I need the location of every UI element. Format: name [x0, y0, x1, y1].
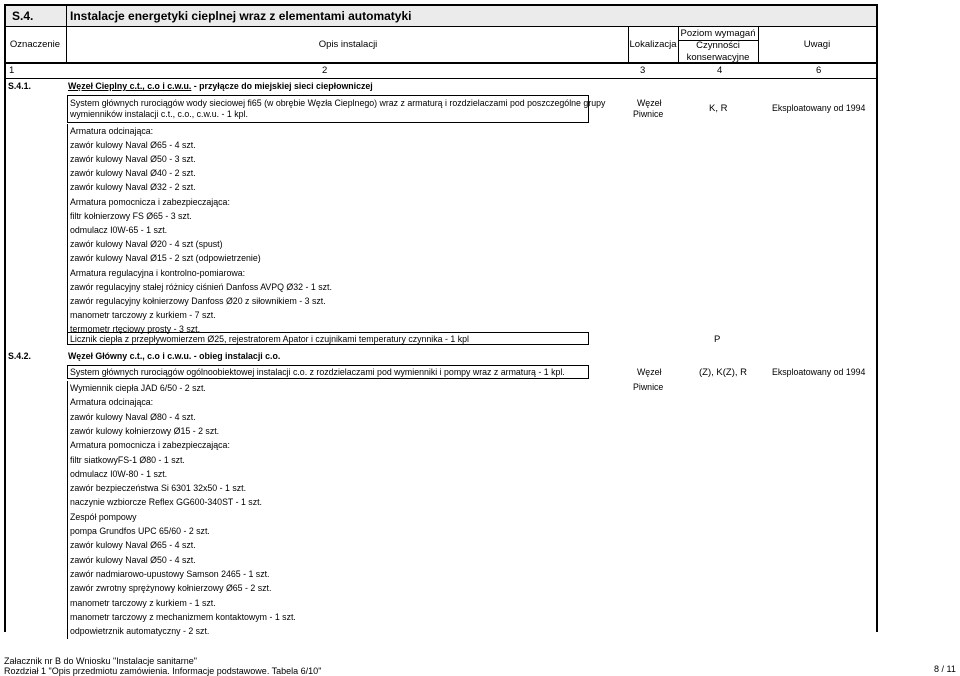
s41-list-item: zawór kulowy Naval Ø20 - 4 szt (spust) [70, 239, 223, 250]
s42-list-item: zawór kulowy kołnierzowy Ø15 - 2 szt. [70, 425, 220, 436]
s42-list-item: zawór bezpieczeństwa Si 6301 32x50 - 1 szt. [70, 483, 247, 494]
s42-list-item: naczynie wzbiorcze Reflex GG600-340ST - 1 szt. [70, 497, 262, 508]
s42-list-item: zawór nadmiarowo-upustowy Samson 2465 - 1 szt. [70, 568, 270, 579]
s42-list-item: Zespół pompowy [70, 511, 137, 522]
header-oznaczenie: Oznaczenie [9, 39, 61, 50]
s41-notes: Eksploatowany od 1994 [772, 103, 866, 113]
section-title: Instalacje energetyki cieplnej wraz z elementami automatyki [70, 9, 412, 23]
footer-page: 8 / 11 [934, 664, 956, 674]
header-poziom: Poziom wymagań [680, 28, 756, 39]
s41-list-item: Armatura pomocnicza i zabezpieczająca: [70, 196, 230, 207]
colnum-5: 6 [816, 65, 822, 76]
section-title-row [4, 4, 878, 26]
s41-level: K, R [709, 103, 728, 114]
s41-list-item: Armatura odcinająca: [70, 125, 154, 136]
s42-location-2: Piwnice [633, 382, 664, 392]
s42-location: Węzeł [637, 367, 662, 377]
s41-location-2: Piwnice [633, 109, 664, 119]
s41-desc-line1: System głównych rurociągów wody sieciowej fi65 (w obrębie Węzła Cieplnego) wraz z armaturą i rozdzielaczami pod poszczególne grupy [70, 98, 606, 108]
s41-list-item: manometr tarczowy z kurkiem - 7 szt. [70, 310, 216, 321]
colnum-2: 2 [322, 65, 328, 76]
section-number: S.4. [12, 9, 34, 23]
s42-list-item: zawór kulowy Naval Ø65 - 4 szt. [70, 540, 196, 551]
table-body [4, 78, 878, 637]
s42-list-item: odmulacz I0W-80 - 1 szt. [70, 468, 168, 479]
s42-title: Węzeł Główny c.t., c.o i c.w.u. - obieg instalacji c.o. [68, 351, 281, 361]
s42-list-item: Wymiennik ciepła JAD 6/50 - 2 szt. [70, 383, 206, 393]
s41-list-item: termometr rtęciowy prosty - 3 szt. [70, 324, 201, 335]
s41-meter-level: P [714, 334, 721, 345]
s41-list-item: zawór kulowy Naval Ø65 - 4 szt. [70, 139, 196, 150]
s42-list-item: zawór kulowy Naval Ø80 - 4 szt. [70, 411, 196, 422]
s41-list-item: Armatura regulacyjna i kontrolno-pomiarowa: [70, 267, 246, 278]
header-opis: Opis instalacji [318, 39, 378, 50]
s42-list-item: filtr siatkowyFS-1 Ø80 - 1 szt. [70, 454, 185, 465]
s42-list-item: odpowietrznik automatyczny - 2 szt. [70, 626, 210, 637]
s42-notes: Eksploatowany od 1994 [772, 367, 866, 377]
footer-line1: Załacznik nr B do Wniosku "Instalacje sanitarne" [4, 656, 197, 666]
s42-list-item: Armatura odcinająca: [70, 397, 154, 408]
s41-meter: Licznik ciepła z przepływomierzem Ø25, rejestratorem Apator i czujnikami temperatury czynnika - 1 kpl [70, 334, 469, 344]
colnum-4: 4 [717, 65, 723, 76]
s41-title-main: Węzeł Cieplny c.t., c.o i c.w.u. [68, 81, 192, 91]
s42-item-box [67, 510, 589, 525]
s42-desc: System głównych rurociągów ogólnoobiektowej instalacji c.o. z rozdzielaczami pod wymienniki i pompy wraz z armaturą - 1 kpl. [70, 367, 565, 377]
s42-list-item: Armatura pomocnicza i zabezpieczająca: [70, 440, 230, 451]
header-lokalizacja: Lokalizacja [629, 39, 677, 50]
column-number-row [4, 64, 878, 78]
s41-desc-line2: wymienników instalacji c.t., c.o., c.w.u. - 1 kpl. [70, 109, 248, 119]
table-sheet [4, 4, 878, 637]
s42-list-item: manometr tarczowy z mechanizmem kontaktowym - 1 szt. [70, 611, 296, 622]
colnum-3: 3 [640, 65, 646, 76]
s41-title [68, 81, 373, 91]
s41-list-item: odmulacz I0W-65 - 1 szt. [70, 224, 168, 235]
s41-list-item: zawór regulacyjny stałej różnicy ciśnień Danfoss AVPQ Ø32 - 1 szt. [70, 281, 332, 292]
s42-list-item: manometr tarczowy z kurkiem - 1 szt. [70, 597, 216, 608]
s41-list-item: zawór kulowy Naval Ø32 - 2 szt. [70, 182, 196, 193]
s41-list-item: zawór kulowy Naval Ø50 - 3 szt. [70, 153, 196, 164]
s42-level: (Z), K(Z), R [699, 367, 748, 378]
header-czynnosci: Czynności konserwacyjne [686, 40, 750, 63]
s41-title-suffix: - przyłącze do miejskiej sieci ciepłowniczej [191, 81, 373, 91]
s42-list-item: zawór kulowy Naval Ø50 - 4 szt. [70, 554, 196, 565]
s42-list-item: pompa Grundfos UPC 65/60 - 2 szt. [70, 526, 210, 536]
s42-list-item: zawór zwrotny sprężynowy kołnierzowy Ø65 - 2 szt. [70, 583, 272, 594]
header-uwagi: Uwagi [803, 39, 831, 50]
s41-location: Węzeł [637, 98, 662, 108]
title-divider [66, 6, 67, 26]
table-header [4, 26, 878, 64]
s41-list-item: filtr kołnierzowy FS Ø65 - 3 szt. [70, 210, 192, 221]
s41-code: S.4.1. [8, 81, 31, 91]
s41-list-item: zawór kulowy Naval Ø15 - 2 szt (odpowietrzenie) [70, 253, 261, 264]
footer-line2: Rozdział 1 "Opis przedmiotu zamówienia. Informacje podstawowe. Tabela 6/10" [4, 666, 322, 676]
hdr-divider [66, 27, 67, 63]
s41-list-item: zawór kulowy Naval Ø40 - 2 szt. [70, 168, 196, 179]
colnum-1: 1 [9, 65, 15, 76]
s42-code: S.4.2. [8, 351, 31, 361]
s41-list-item: zawór regulacyjny kołnierzowy Danfoss Ø20 z siłownikiem - 3 szt. [70, 295, 326, 306]
